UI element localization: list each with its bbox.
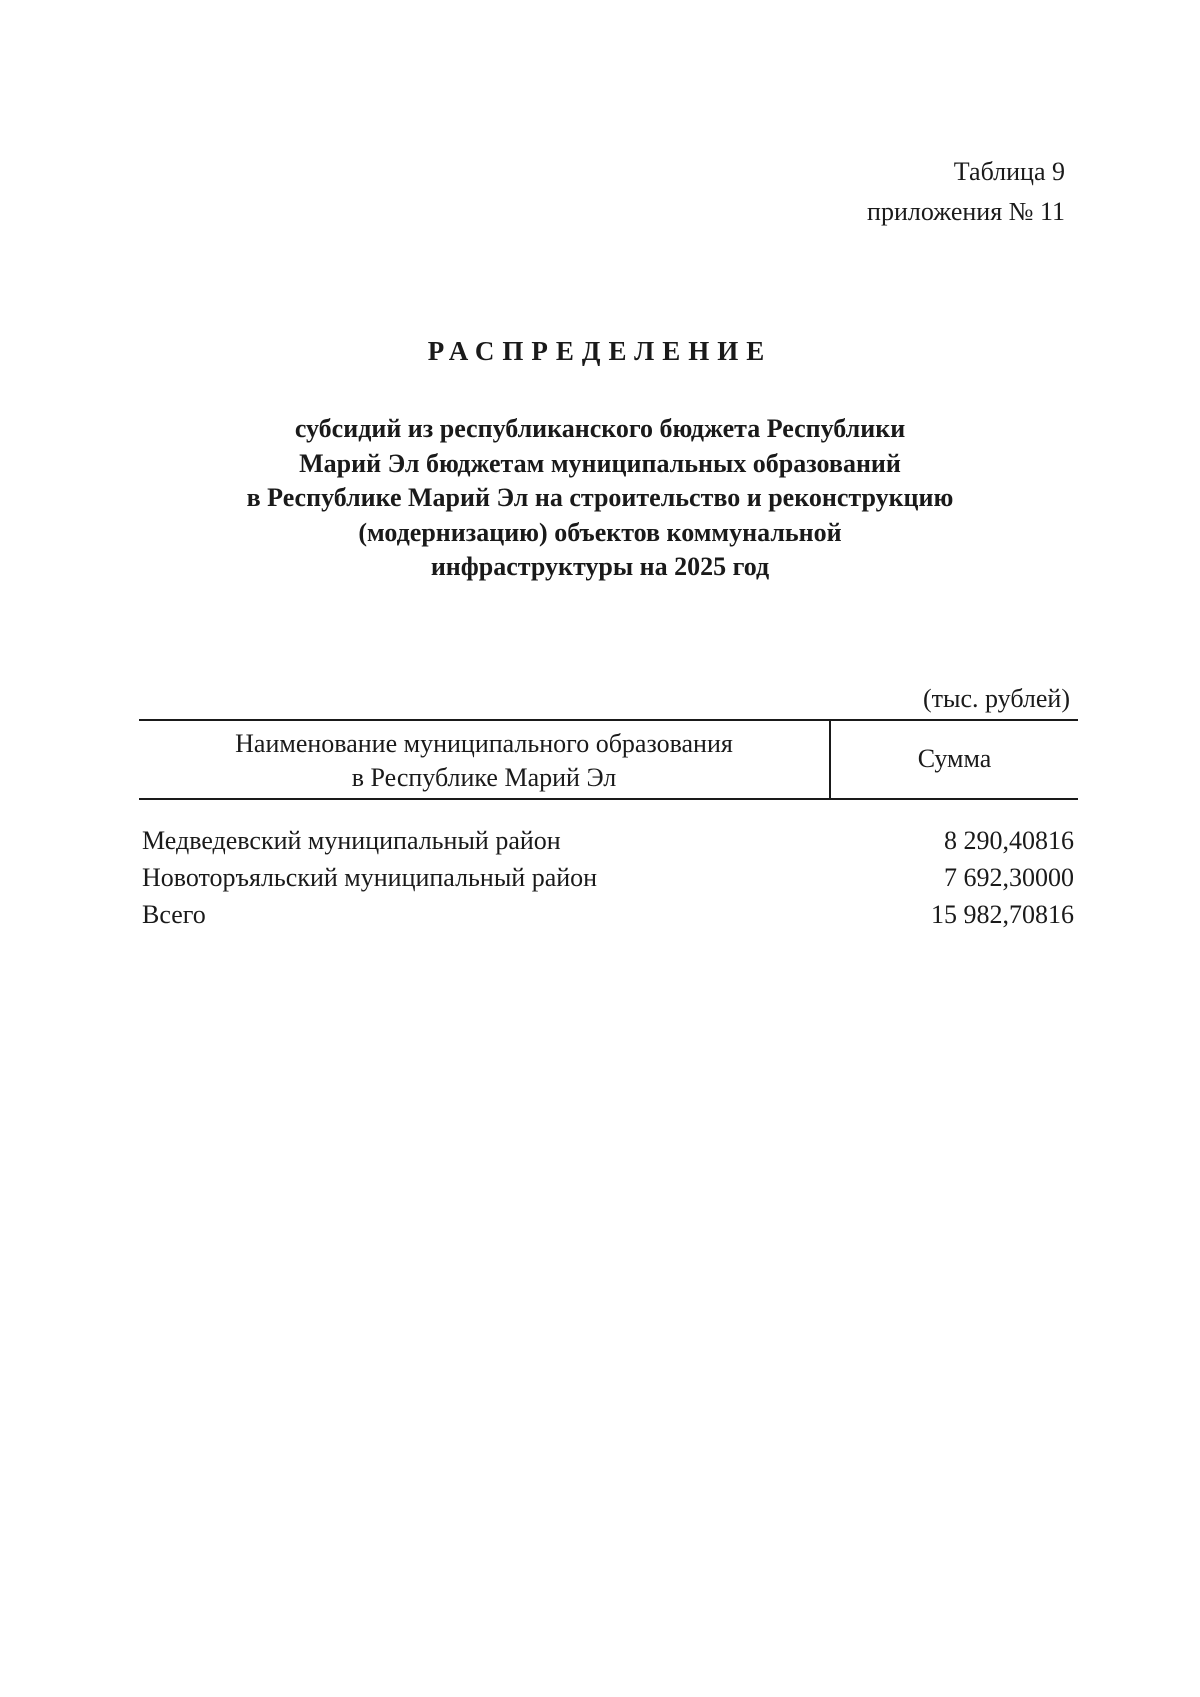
subtitle-line: (модернизацию) объектов коммунальной [358,517,842,547]
table-row [139,859,1078,896]
municipality-name: Новоторъяльский муниципальный район [142,863,598,892]
subtitle-line: инфраструктуры на 2025 год [430,552,770,581]
subtitle-line: в Республике Марий Эл на строительство и реконструкцию [246,483,954,512]
subsidy-amount: 7 692,30000 [944,863,1074,892]
table-top-rule [139,719,1078,721]
column-header-sum: Сумма [917,744,992,773]
table-header-bottom-rule [139,798,1078,800]
subsidy-amount: 8 290,40816 [944,826,1074,855]
table-row [139,822,1078,859]
subtitle-line: Марий Эл бюджетам муниципальных образований [299,448,901,478]
unit-label: (тыс. рублей) [922,684,1070,713]
document-subtitle [0,412,1200,585]
table-reference [867,152,1065,232]
total-amount: 15 982,70816 [931,900,1074,929]
total-label: Всего [142,900,206,929]
table-number: Таблица 9 [953,157,1065,186]
column-header-name-line: в Республике Марий Эл [351,763,617,792]
column-header-name [139,727,829,795]
table-body [139,822,1078,933]
document-title: РАСПРЕДЕЛЕНИЕ [427,336,773,366]
subtitle-line: субсидий из республиканского бюджета Республики [294,414,906,443]
column-header-name-line: Наименование муниципального образования [235,729,733,758]
table-total-row [139,896,1078,933]
appendix-number: приложения № 11 [867,197,1065,226]
municipality-name: Медведевский муниципальный район [142,826,561,855]
